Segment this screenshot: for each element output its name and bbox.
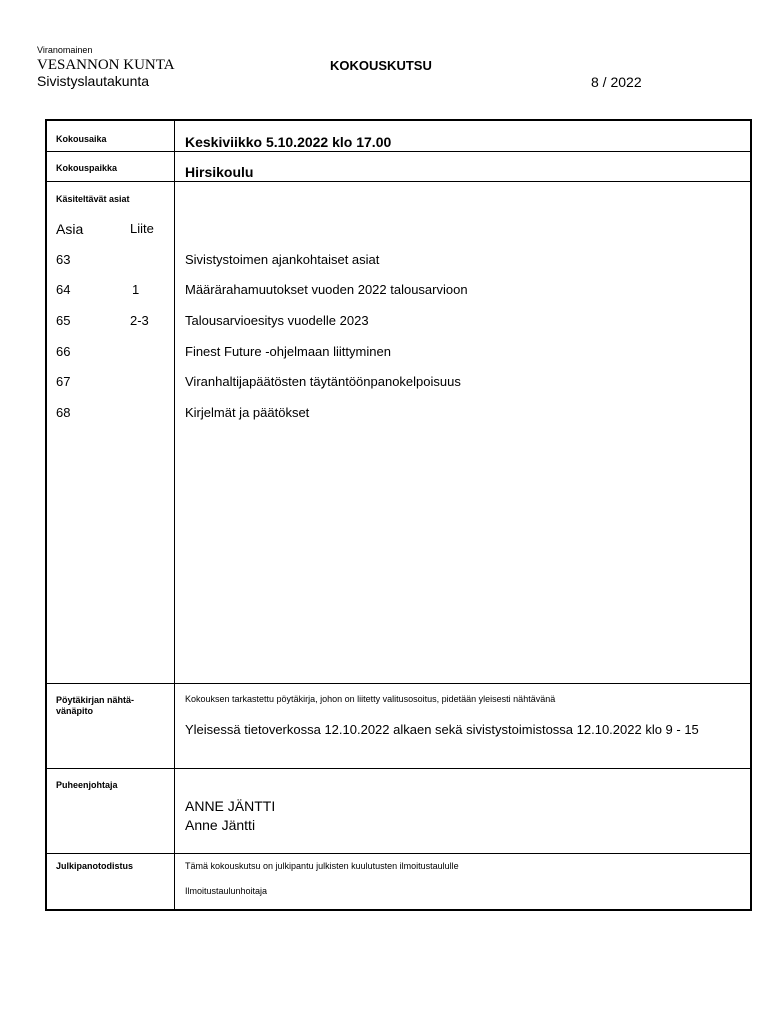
chair-label: Puheenjohtaja — [56, 780, 118, 790]
agenda-item-number: 63 — [56, 252, 71, 267]
meeting-place-label: Kokouspaikka — [56, 163, 118, 173]
agenda-column-attachment: Liite — [130, 221, 154, 236]
agenda-item-attachment: 2-3 — [130, 313, 149, 328]
row-divider — [47, 181, 750, 182]
publication-role: Ilmoitustaulunhoitaja — [185, 886, 268, 896]
column-divider — [174, 121, 175, 909]
minutes-note: Kokouksen tarkastettu pöytäkirja, johon on liitetty valitusosoitus, pidetään yleisesti nähtävänä — [185, 694, 556, 704]
minutes-label-line1: Pöytäkirjan nähtä- — [56, 695, 135, 705]
document-type: KOKOUSKUTSU — [330, 58, 432, 73]
meeting-place-value: Hirsikoulu — [185, 164, 254, 180]
agenda-column-item: Asia — [56, 221, 84, 237]
agenda-item-number: 65 — [56, 313, 71, 328]
row-divider — [47, 768, 750, 769]
document-number: 8 / 2022 — [591, 74, 642, 90]
agenda-item-number: 64 — [56, 282, 71, 297]
row-divider — [47, 683, 750, 684]
agenda-item-number: 66 — [56, 344, 71, 359]
minutes-label-line2: vänäpito — [56, 706, 94, 716]
agenda-item-title: Määrärahamuutokset vuoden 2022 talousarvioon — [185, 282, 468, 297]
agenda-item-number: 68 — [56, 405, 71, 420]
agenda-label: Käsiteltävät asiat — [56, 194, 130, 204]
agenda-item-title: Finest Future -ohjelmaan liittyminen — [185, 344, 391, 359]
chair-name: Anne Jäntti — [185, 817, 256, 833]
agenda-item-title: Sivistystoimen ajankohtaiset asiat — [185, 252, 380, 267]
authority-label: Viranomainen — [37, 45, 93, 55]
minutes-availability: Yleisessä tietoverkossa 12.10.2022 alkaen sekä sivistystoimistossa 12.10.2022 klo 9 - 15 — [185, 722, 699, 737]
agenda-item-title: Kirjelmät ja päätökset — [185, 405, 310, 420]
agenda-item-attachment: 1 — [132, 282, 140, 297]
meeting-time-label: Kokousaika — [56, 134, 107, 144]
meeting-table — [45, 119, 752, 911]
publication-label: Julkipanotodistus — [56, 861, 134, 871]
minutes-label — [56, 695, 134, 717]
agenda-item-number: 67 — [56, 374, 71, 389]
row-divider — [47, 151, 750, 152]
agenda-item-title: Viranhaltijapäätösten täytäntöönpanokelpoisuus — [185, 374, 461, 389]
row-divider — [47, 853, 750, 854]
chair-name-upper: ANNE JÄNTTI — [185, 798, 276, 814]
agenda-item-title: Talousarvioesitys vuodelle 2023 — [185, 313, 369, 328]
municipality-name: VESANNON KUNTA — [37, 57, 175, 73]
publication-text: Tämä kokouskutsu on julkipantu julkisten kuulutusten ilmoitustaululle — [185, 861, 459, 871]
meeting-time-value: Keskiviikko 5.10.2022 klo 17.00 — [185, 134, 392, 150]
board-name: Sivistyslautakunta — [37, 73, 150, 89]
